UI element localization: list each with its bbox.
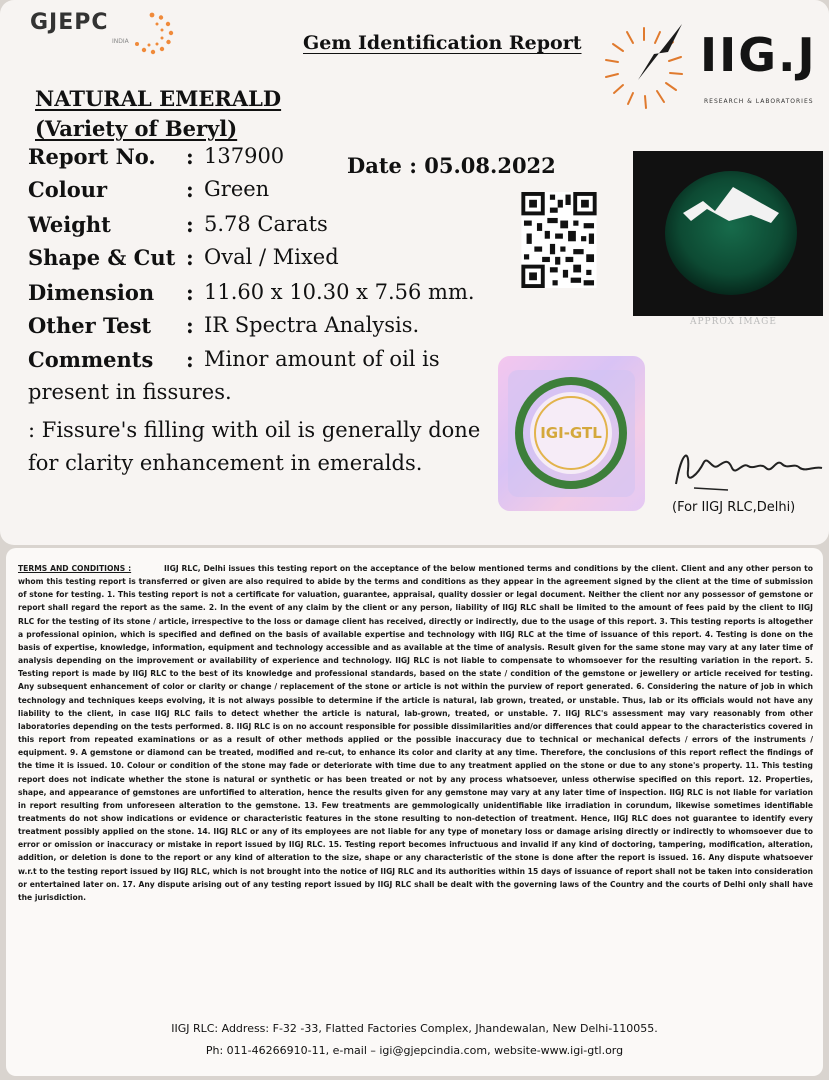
other-test-value: IR Spectra Analysis.	[204, 313, 420, 337]
page-title: Gem Identification Report	[303, 32, 582, 54]
image-caption: APPROX IMAGE	[690, 317, 777, 327]
stone-name-block	[35, 84, 281, 144]
colon: :	[186, 280, 194, 305]
qr-code-icon	[521, 192, 597, 288]
terms-heading: TERMS AND CONDITIONS :	[18, 564, 132, 573]
colon: :	[186, 177, 194, 202]
gjepc-logo-subtext: INDIA	[112, 38, 129, 45]
dimension-label: Dimension	[28, 280, 155, 305]
weight-value: 5.78 Carats	[204, 212, 328, 236]
hologram-text: IGI-GTL	[540, 424, 602, 442]
colon: :	[186, 347, 194, 372]
date-value: 05.08.2022	[424, 153, 556, 178]
gjepc-logo: GJEPC	[30, 10, 109, 35]
terms-body: IIGJ RLC, Delhi issues this testing report on the acceptance of the below mentioned terms and conditions by the client. Client and any other person to whom this testing report is transferred or given are also required to abide by the terms and conditions as they appear in the agreement signed by the client at the time of submission of stone for testing. 1. This testing report is not a certificate for valuation, guarantee, appraisal, quality dossier or legal document. Neither the client nor any possessor of gemstone or report shall regard the report as the same. 2. In the event of any claim by the client or any person, liability of IIGJ RLC shall be limited to the amount of fees paid by the client to IIGJ RLC for the testing of its stone / article, irrespective to the loss or damage client has received, directly or indirectly, due to the usage of this report. 3. This testing reports is altogether a professional opinion, which is specified and defined on the basis of available expertise and technology with IIGJ RLC at the time of issuance of this report. 4. Testing is done on the basis of expertise, knowledge, information, equipment and technology accessible and as available at the time of analysis. Result given for the same stone may vary at any later time of analysis depending on the improvement or availability of experience and technology. IIGJ RLC is not liable to compensate to whomsoever for the resulting variation in the report. 5. Testing report is made by IIGJ RLC to the best of its knowledge and professional standards, based on the state / condition of the gemstone or jewellery or article received for testing. Any subsequent enhancement of color or clarity or change / replacement of the stone or article is not within the purview of report generated. 6. Considering the nature of job in which technology and techniques keeps evolving, it is not always possible to determine if the article is natural, lab grown, treated, or unstable. Thus, lab or its officials would not have any liability to the client, in case IIGJ RLC fails to detect whether the article is natural, lab-grown, treated, or unstable. 7. IIGJ RLC's assessment may vary reasonably from other laboratories depending on the tests performed. 8. IIGJ RLC is on no account responsible for possible dissimilarities and/or differences that could appear to the characteristics covered in this report from repeated examinations or as a result of other methods applied or the possible inaccuracy due to technical or mechanical defects / errors of the instruments / equipment. 9. A gemstone or diamond can be treated, modified and re-cut, to enhance its color and clarity at any time. Therefore, the conclusions of this report reflect the findings of the time it is issued. 10. Colour or condition of the stone may fade or deteriorate with time due to any treatment applied on the stone or due to any stone's property. 11. This testing report does not indicate whether the stone is natural or synthetic or has been treated or not by any process whatsoever, unless otherwise specified on this report. 12. Properties, shape, and appearance of gemstones are unfortified to alteration, hence the results given for any gemstone may vary at any later time of inspection. IIGJ RLC is not liable for variation in report resulting from unforeseen alteration to the gemstone. 13. Few treatments are gemmologically unidentifiable like irradiation in corundum, likewise sometimes identifiable treatments do not show indications or evidence or characteristic features in the stone resulting to non-detection of treatment. Hence, IIGJ RLC does not guarantee to identify every treatment possibly applied on the stone. 14. IIGJ RLC or any of its employees are not liable for any type of monetary loss or damage arising directly or indirectly to whomsoever due to error or omission or inaccuracy or mistake in report issued by IIGJ RLC. 15. Testing report becomes infructuous and invalid if any kind of doctoring, tampering, modification, alteration, addition, or deletion is done to the report or any kind of alteration to the size, shape or any characteristic of the stone is done after the report is issued. 16. Any dispute whatsoever w.r.t to the testing report issued by IIGJ RLC, which is not brought into the notice of IIGJ RLC and its authorities within 15 days of issuance of report shall not be taken into consideration or entertained later on. 17. Any dispute arising out of any testing report issued by IIGJ RLC shall be dealt with the governing laws of the Country and the courts of Delhi only shall have the jurisdiction.	[18, 564, 813, 902]
lab-contact: Ph: 011-46266910-11, e-mail – igi@gjepcindia.com, website-www.igi-gtl.org	[205, 1044, 624, 1057]
gjepc-sunburst-icon	[128, 10, 176, 58]
other-test-label: Other Test	[28, 313, 152, 338]
colon: :	[186, 245, 194, 270]
hologram-seal-icon	[498, 356, 645, 511]
iigj-logo-subtext: RESEARCH & LABORATORIES	[704, 98, 814, 105]
comments-label: Comments	[28, 347, 154, 372]
colon: :	[186, 212, 194, 237]
comments-value: Minor amount of oil is	[204, 347, 440, 371]
report-number-value: 137900	[204, 144, 285, 168]
shape-label: Shape & Cut	[28, 245, 176, 270]
gem-photo	[633, 151, 823, 316]
stone-name: NATURAL EMERALD	[35, 86, 282, 111]
report-date	[347, 153, 556, 178]
signature-caption: (For IIGJ RLC,Delhi)	[672, 500, 796, 515]
emerald-stone-image	[633, 151, 823, 316]
comments-note-line2: for clarity enhancement in emeralds.	[28, 451, 423, 475]
iigj-sunburst-icon	[598, 22, 690, 114]
lab-address: IIGJ RLC: Address: F-32 -33, Flatted Factories Complex, Jhandewalan, New Delhi-110055.	[171, 1022, 658, 1035]
iigj-logo: IIG.J	[700, 28, 817, 82]
weight-label: Weight	[28, 212, 111, 237]
colour-value: Green	[204, 177, 270, 201]
dimension-value: 11.60 x 10.30 x 7.56 mm.	[204, 280, 475, 304]
comments-continued: present in fissures.	[28, 380, 232, 404]
terms-card	[6, 548, 823, 1076]
colour-label: Colour	[28, 177, 108, 202]
colon: :	[186, 313, 194, 338]
date-label: Date :	[347, 153, 417, 178]
comments-note-line1: : Fissure's filling with oil is generally done	[28, 418, 481, 442]
hologram-sticker	[498, 356, 645, 511]
colon: :	[186, 144, 194, 169]
terms-and-conditions	[18, 562, 813, 904]
shape-value: Oval / Mixed	[204, 245, 339, 269]
stone-variety: (Variety of Beryl)	[35, 116, 238, 141]
report-number-label: Report No.	[28, 144, 156, 169]
signature	[668, 440, 826, 498]
